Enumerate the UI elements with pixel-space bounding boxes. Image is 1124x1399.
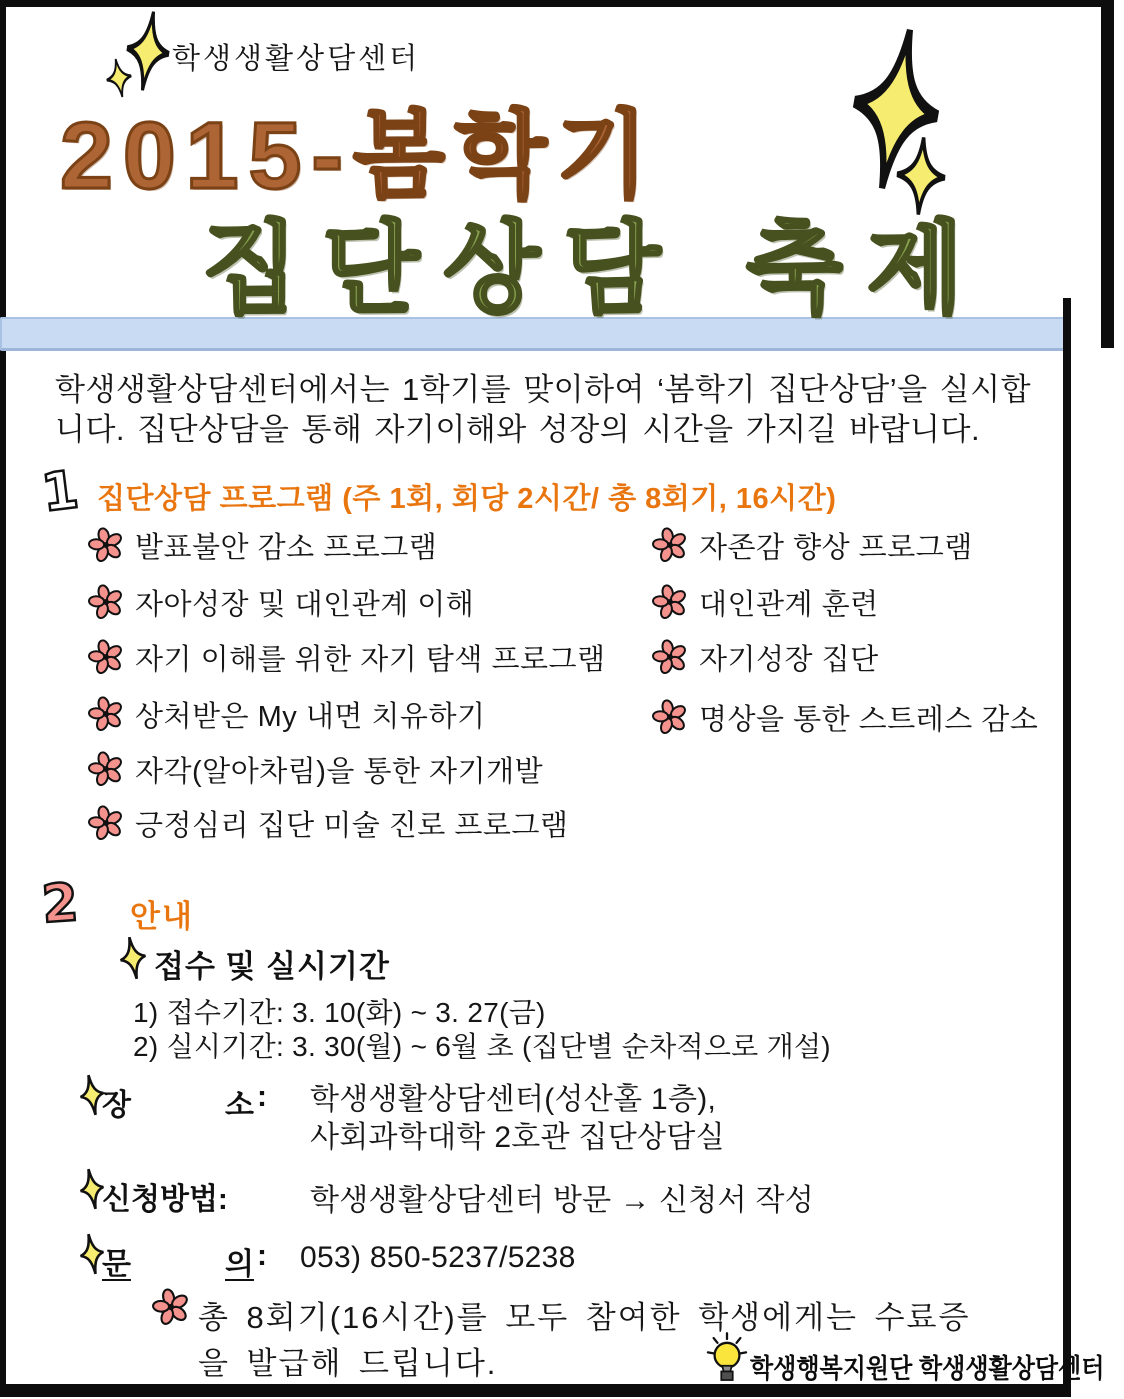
section2-number: 2	[39, 872, 81, 936]
program-item-label: 명상을 통한 스트레스 감소	[699, 703, 1039, 736]
program-item	[652, 581, 879, 623]
location-value	[310, 1081, 725, 1157]
program-item-label: 상처받은 My 내면 치유하기	[135, 700, 486, 733]
contact-label-second: 의	[225, 1248, 254, 1281]
program-item-label: 발표불안 감소 프로그램	[135, 531, 438, 564]
program-item-label: 자기 이해를 위한 자기 탐색 프로그램	[135, 643, 606, 676]
flower-bullet-icon	[84, 692, 128, 736]
flower-bullet-icon	[84, 801, 128, 845]
program-item	[88, 802, 568, 844]
apply-label-text: 신청방법	[102, 1183, 218, 1216]
program-item-label: 자기성장 집단	[699, 643, 879, 676]
program-item	[652, 524, 973, 566]
program-item	[652, 636, 879, 678]
section1-heading: 집단상담 프로그램 (주 1회, 회당 2시간/ 총 8회기, 16시간)	[97, 483, 837, 515]
program-item	[652, 696, 1038, 738]
location-colon: :	[257, 1080, 267, 1113]
location-label	[102, 1080, 254, 1124]
frame-border-top	[0, 0, 1114, 7]
center-name: 학생생활상담센터	[172, 43, 421, 75]
contact-label	[102, 1239, 254, 1283]
section2-heading: 안내	[130, 899, 194, 934]
flower-bullet-icon	[648, 523, 692, 567]
intro-line-2: 니다. 집단상담을 통해 자기이해와 성장의 시간을 가지길 바랍니다.	[55, 412, 981, 447]
certificate-note-line2: 을 발급해 드립니다.	[198, 1346, 498, 1381]
poster-title-festival: 집단상담 축제	[202, 213, 988, 325]
sparkle-bullet-icon	[116, 934, 149, 982]
footer-logo-text: 학생행복지원단 학생생활상담센터	[750, 1353, 1105, 1385]
contact-colon: :	[257, 1239, 267, 1272]
flower-bullet-icon	[148, 1284, 194, 1330]
frame-border-left	[0, 0, 6, 1397]
program-item	[88, 636, 606, 678]
flower-bullet-icon	[648, 635, 692, 679]
flower-bullet-icon	[84, 523, 128, 567]
intro-line-1: 학생생활상담센터에서는 1학기를 맞이하여 ‘봄학기 집단상담’을 실시합	[55, 372, 1032, 407]
program-item-label: 자각(알아차림)을 통한 자기개발	[135, 755, 544, 788]
contact-value: 053) 850-5237/5238	[300, 1241, 576, 1274]
frame-border-bottom	[0, 1384, 1071, 1397]
run-period: 2) 실시기간: 3. 30(월) ~ 6월 초 (집단별 순차적으로 개설)	[133, 1031, 831, 1062]
flower-bullet-icon	[84, 635, 128, 679]
certificate-note-line1: 총 8회기(16시간)를 모두 참여한 학생에게는 수료증	[198, 1300, 971, 1335]
frame-border-right-lower	[1063, 298, 1071, 1397]
period-label: 접수 및 실시기간	[154, 949, 390, 984]
program-item-label: 자아성장 및 대인관계 이해	[135, 588, 475, 621]
program-item-label: 긍정심리 집단 미술 진로 프로그램	[135, 809, 569, 842]
location-value-line2: 사회과학대학 2호관 집단상담실	[310, 1121, 725, 1154]
program-item-label: 자존감 향상 프로그램	[699, 531, 973, 564]
location-label-second: 소	[225, 1089, 254, 1122]
location-value-line1: 학생생활상담센터(성산홀 1층),	[310, 1083, 717, 1116]
apply-value: 학생생활상담센터 방문 → 신청서 작성	[310, 1184, 815, 1217]
program-item-label: 대인관계 훈련	[699, 588, 879, 621]
receipt-period: 1) 접수기간: 3. 10(화) ~ 3. 27(금)	[133, 997, 546, 1028]
flower-bullet-icon	[84, 580, 128, 624]
section1-number: 1	[38, 460, 82, 524]
poster-title-semester: 2015-봄학기	[60, 103, 659, 209]
program-item	[88, 524, 437, 566]
apply-label	[102, 1174, 228, 1218]
apply-colon: :	[217, 1183, 228, 1216]
lightbulb-icon	[706, 1332, 748, 1388]
location-label-first: 장	[102, 1089, 131, 1122]
program-item	[88, 581, 474, 623]
frame-border-right-upper	[1101, 0, 1114, 348]
program-item	[88, 693, 485, 735]
flower-bullet-icon	[648, 580, 692, 624]
flower-bullet-icon	[84, 747, 128, 791]
flower-bullet-icon	[648, 695, 692, 739]
program-item	[88, 748, 543, 790]
intro-paragraph	[55, 370, 1031, 450]
contact-label-first: 문	[102, 1248, 131, 1281]
